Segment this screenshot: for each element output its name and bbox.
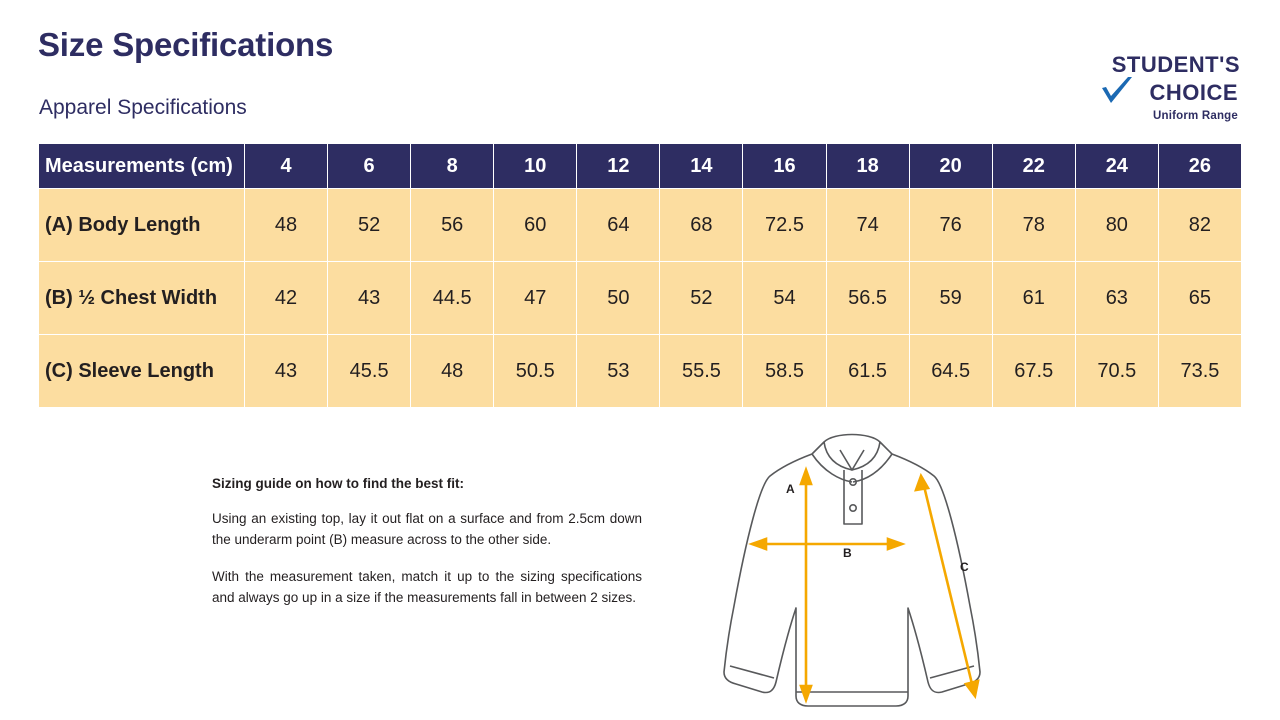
sizing-guide (212, 476, 642, 625)
logo-line-choice: CHOICE (1149, 80, 1238, 105)
table-cell: 53 (577, 335, 660, 408)
table-row (39, 335, 1242, 408)
table-cell: 43 (245, 335, 328, 408)
table-cell: 60 (494, 189, 577, 262)
table-cell: 52 (328, 189, 411, 262)
diagram-label-b: B (843, 546, 852, 560)
table-header-size: 22 (992, 144, 1075, 189)
table-header-size: 6 (328, 144, 411, 189)
sizing-guide-heading: Sizing guide on how to find the best fit: (212, 476, 464, 491)
table-header-size: 18 (826, 144, 909, 189)
table-cell: 48 (411, 335, 494, 408)
diagram-label-a: A (786, 482, 795, 496)
table-cell: 64.5 (909, 335, 992, 408)
table-cell: 52 (660, 262, 743, 335)
sizing-guide-paragraph-2: With the measurement taken, match it up to the sizing specifications and always go up in a size if the measurements fall in between 2 sizes. (212, 568, 642, 605)
table-header-size: 10 (494, 144, 577, 189)
row-label: (B) ½ Chest Width (39, 262, 245, 335)
table-cell: 50.5 (494, 335, 577, 408)
brand-logo (1060, 52, 1240, 130)
table-cell: 74 (826, 189, 909, 262)
table-cell: 56 (411, 189, 494, 262)
table-cell: 43 (328, 262, 411, 335)
table-cell: 67.5 (992, 335, 1075, 408)
table-header-size: 16 (743, 144, 826, 189)
garment-measurement-diagram (700, 420, 1020, 720)
table-cell: 63 (1075, 262, 1158, 335)
table-cell: 80 (1075, 189, 1158, 262)
table-cell: 58.5 (743, 335, 826, 408)
table-row (39, 189, 1242, 262)
row-label: (C) Sleeve Length (39, 335, 245, 408)
table-cell: 50 (577, 262, 660, 335)
table-cell: 73.5 (1158, 335, 1241, 408)
table-cell: 70.5 (1075, 335, 1158, 408)
table-header-measurements: Measurements (cm) (39, 144, 245, 189)
table-header-size: 12 (577, 144, 660, 189)
table-cell: 55.5 (660, 335, 743, 408)
table-row (39, 262, 1242, 335)
table-header-size: 4 (245, 144, 328, 189)
table-cell: 82 (1158, 189, 1241, 262)
table-cell: 68 (660, 189, 743, 262)
check-icon (1100, 76, 1134, 106)
table-cell: 56.5 (826, 262, 909, 335)
table-cell: 78 (992, 189, 1075, 262)
diagram-label-c: C (960, 560, 969, 574)
table-cell: 61 (992, 262, 1075, 335)
table-cell: 76 (909, 189, 992, 262)
page-title: Size Specifications (38, 26, 334, 63)
shirt-outline-icon (700, 420, 1020, 720)
table-cell: 47 (494, 262, 577, 335)
table-cell: 72.5 (743, 189, 826, 262)
logo-line-range: Uniform Range (1152, 110, 1238, 122)
table-cell: 59 (909, 262, 992, 335)
table-cell: 64 (577, 189, 660, 262)
table-cell: 61.5 (826, 335, 909, 408)
row-label: (A) Body Length (39, 189, 245, 262)
table-header-size: 8 (411, 144, 494, 189)
table-cell: 44.5 (411, 262, 494, 335)
table-header-size: 26 (1158, 144, 1241, 189)
size-specification-table (38, 143, 1242, 408)
table-cell: 65 (1158, 262, 1241, 335)
table-header-size: 14 (660, 144, 743, 189)
table-cell: 42 (245, 262, 328, 335)
table-header-row (39, 144, 1242, 189)
page-subtitle: Apparel Specifications (39, 96, 247, 119)
table-cell: 48 (245, 189, 328, 262)
table-cell: 54 (743, 262, 826, 335)
table-cell: 45.5 (328, 335, 411, 408)
table-header-size: 20 (909, 144, 992, 189)
table-header-size: 24 (1075, 144, 1158, 189)
sizing-guide-paragraph-1: Using an existing top, lay it out flat on a surface and from 2.5cm down the underarm point (B) measure across to the other side. (212, 511, 642, 547)
logo-line-students: STUDENT'S (1111, 52, 1240, 77)
